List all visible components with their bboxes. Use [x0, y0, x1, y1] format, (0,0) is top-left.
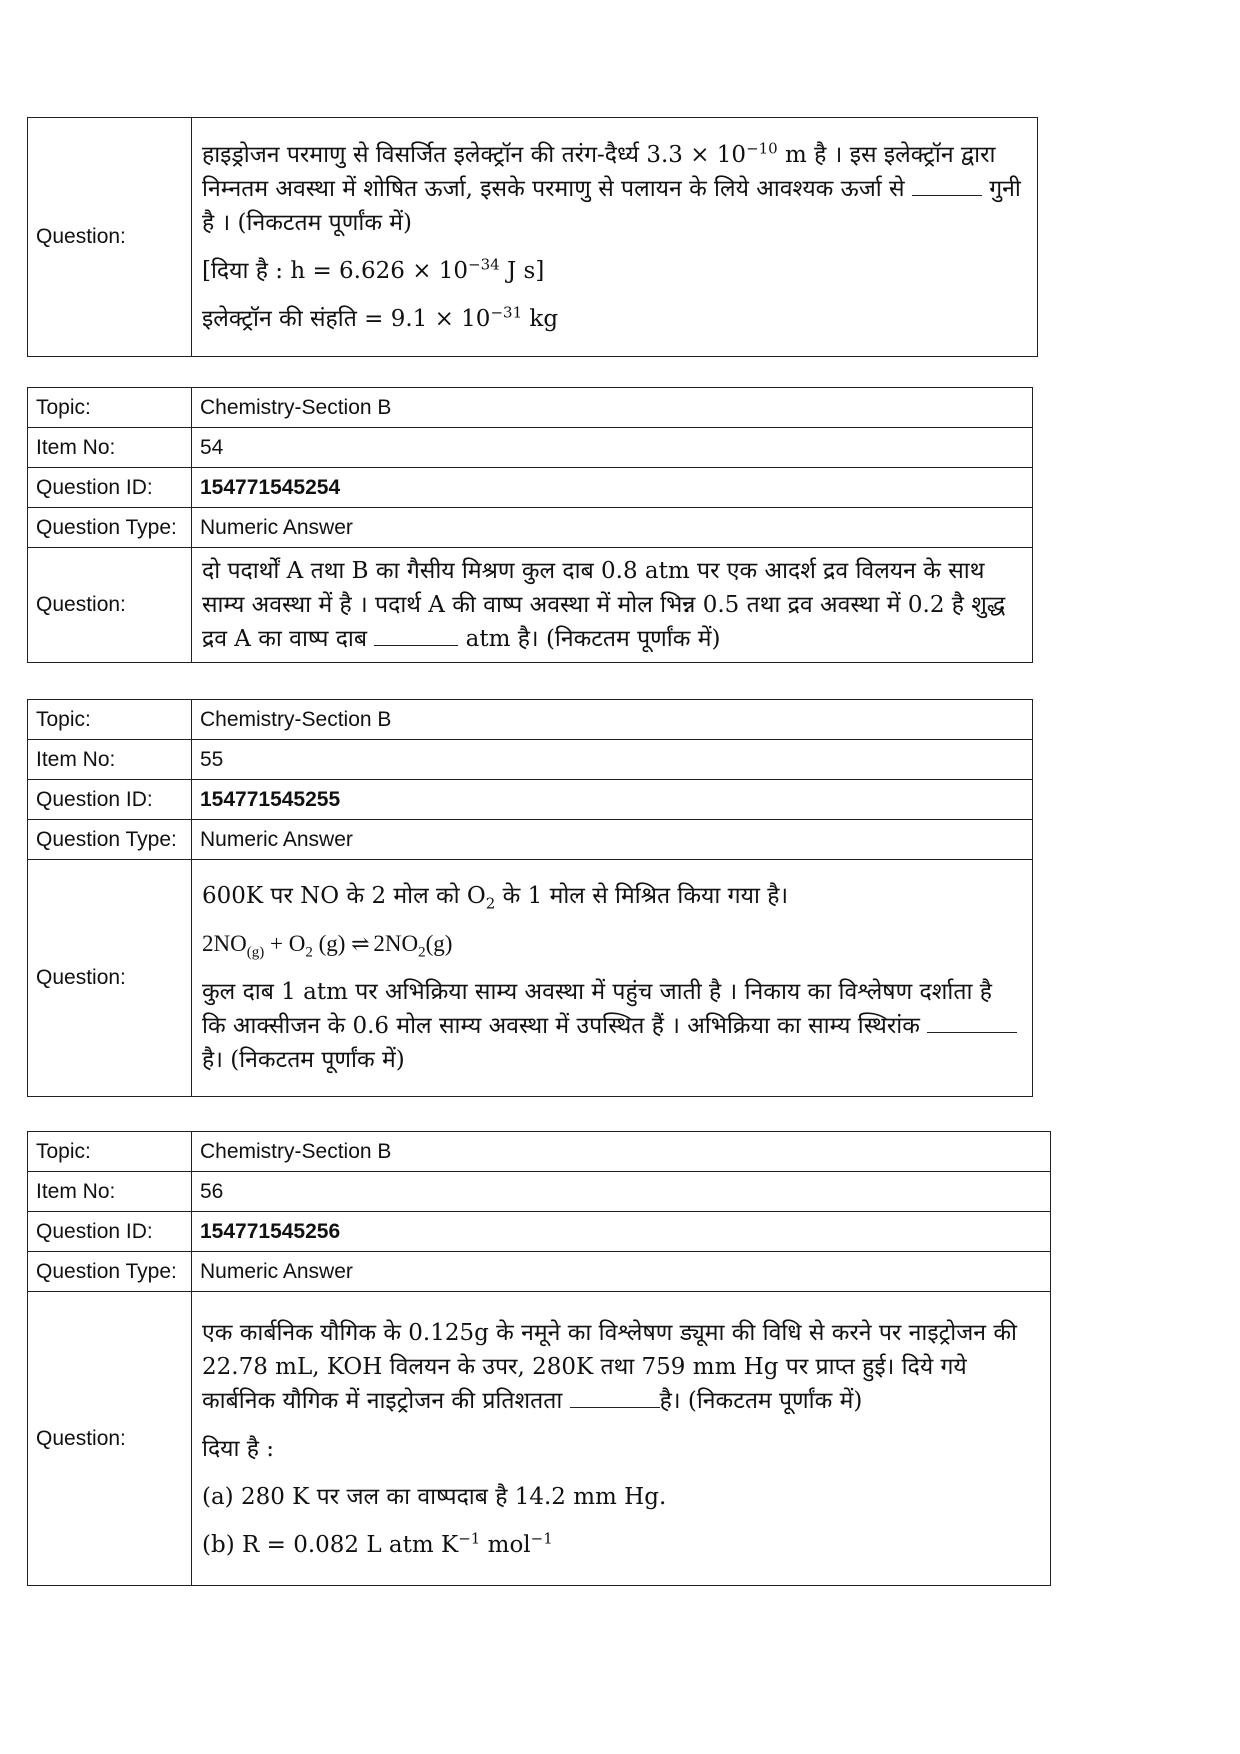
answer-blank [570, 1387, 660, 1408]
item-no-label: Item No: [28, 740, 192, 780]
question-id-label: Question ID: [28, 468, 192, 508]
question-table-53 [27, 117, 1038, 357]
question-label: Question: [28, 860, 192, 1097]
topic-label: Topic: [28, 388, 192, 428]
question-id-label: Question ID: [28, 780, 192, 820]
question-table-55 [27, 699, 1033, 1097]
question-text [192, 1292, 1051, 1586]
question-para: दो पदार्थों A तथा B का गैसीय मिश्रण कुल दाब 0.8 atm पर एक आदर्श द्रव विलयन के साथ साम्य अवस्था में है । पदार्थ A की वाष्प अवस्था में मोल भिन्न 0.5 तथा द्रव अवस्था में 0.2 है शुद्ध द्रव A का वाष्प दाब atm है। (निकटतम पूर्णांक में) [202, 558, 1006, 652]
question-table-56 [27, 1131, 1051, 1586]
topic-value: Chemistry-Section B [192, 700, 1033, 740]
answer-blank [927, 1012, 1017, 1033]
mass-para: इलेक्ट्रॉन की संहति = $9.1 \times 10^{-31}$ kg [202, 303, 559, 332]
question-text [192, 860, 1033, 1097]
question-table-54 [27, 387, 1033, 663]
question-id-value: 154771545256 [192, 1212, 1051, 1252]
question-para: 600K पर NO के 2 मोल को $O_2$ के 1 मोल से मिश्रित किया गया है। [202, 883, 789, 913]
given-item-a: (a) 280 K पर जल का वाष्पदाब है 14.2 mm Hg. [202, 1483, 667, 1510]
topic-value: Chemistry-Section B [192, 388, 1033, 428]
reaction-equation: $2NO_{(g)} + O_2$ (g) ⇌ $2NO_2(g)$ [202, 927, 1022, 961]
question-type-value: Numeric Answer [192, 508, 1033, 548]
question-text [192, 118, 1038, 357]
given-para: [दिया है : $h = 6.626 \times 10^{-34}$ J s] [202, 255, 545, 284]
topic-value: Chemistry-Section B [192, 1132, 1051, 1172]
item-no-value: 54 [192, 428, 1033, 468]
item-no-label: Item No: [28, 1172, 192, 1212]
question-id-value: 154771545254 [192, 468, 1033, 508]
item-no-value: 55 [192, 740, 1033, 780]
question-label: Question: [28, 548, 192, 663]
given-item-b: (b) R = 0.082 L atm $K^{-1}$ mol$^{-1}$ [202, 1528, 553, 1558]
question-para: एक कार्बनिक यौगिक के 0.125g के नमूने का विश्लेषण ड्यूमा की विधि से करने पर नाइट्रोजन की 22.78 mL, KOH विलयन के उपर, 280K तथा 759 mm Hg पर प्राप्त हुई। दिये गये कार्बनिक यौगिक में नाइट्रोजन की प्रतिशतता है। (निकटतम पूर्णांक में) [202, 1319, 1017, 1414]
item-no-label: Item No: [28, 428, 192, 468]
equilibrium-arrow-icon: ⇌ [351, 931, 368, 956]
question-type-label: Question Type: [28, 820, 192, 860]
question-text [192, 548, 1033, 663]
topic-label: Topic: [28, 1132, 192, 1172]
question-type-value: Numeric Answer [192, 820, 1033, 860]
question-id-label: Question ID: [28, 1212, 192, 1252]
given-heading: दिया है : [202, 1435, 275, 1462]
answer-blank [374, 625, 458, 646]
topic-label: Topic: [28, 700, 192, 740]
question-type-label: Question Type: [28, 508, 192, 548]
answer-blank [912, 175, 982, 196]
question-type-label: Question Type: [28, 1252, 192, 1292]
question-label: Question: [28, 118, 192, 357]
question-para: कुल दाब 1 atm पर अभिक्रिया साम्य अवस्था में पहुंच जाती है । निकाय का विश्लेषण दर्शाता है कि आक्सीजन के 0.6 मोल साम्य अवस्था में उपस्थित हैं । अभिक्रिया का साम्य स्थिरांक है। (निकटतम पूर्णांक में) [202, 975, 1022, 1077]
question-para: हाइड्रोजन परमाणु से विसर्जित इलेक्ट्रॉन की तरंग-दैर्ध्य $3.3 \times 10^{-10}$ m है । इस इलेक्ट्रॉन द्वारा निम्नतम अवस्था में शोषित ऊर्जा, इसके परमाणु से पलायन के लिये आवश्यक ऊर्जा से गुनी है । (निकटतम पूर्णांक में) [202, 139, 1021, 236]
question-label: Question: [28, 1292, 192, 1586]
item-no-value: 56 [192, 1172, 1051, 1212]
question-type-value: Numeric Answer [192, 1252, 1051, 1292]
question-id-value: 154771545255 [192, 780, 1033, 820]
